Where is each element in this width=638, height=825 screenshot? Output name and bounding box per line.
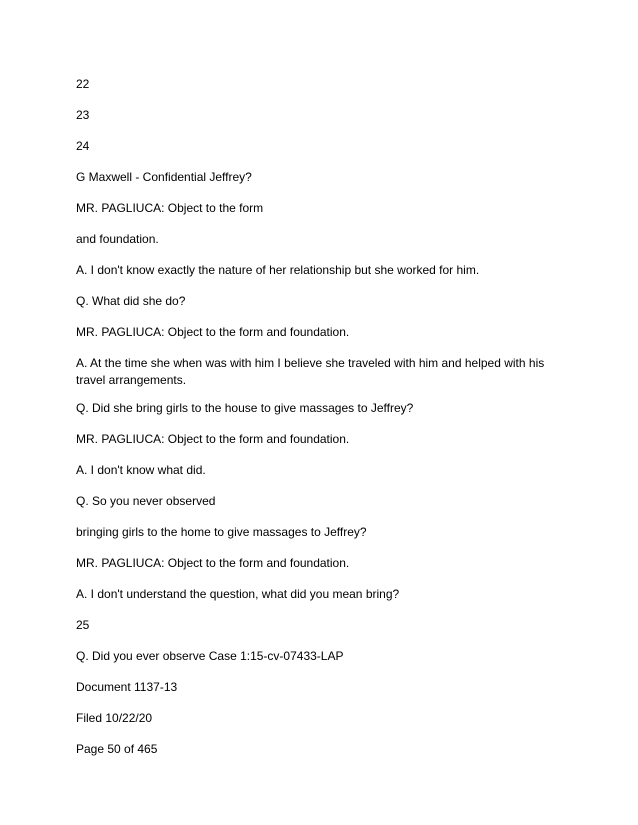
transcript-line: Q. Did you ever observe Case 1:15-cv-07433-LAP: [76, 649, 344, 663]
transcript-line: MR. PAGLIUCA: Object to the form and foundation.: [76, 556, 350, 570]
transcript-line: Q. Did she bring girls to the house to give massages to Jeffrey?: [76, 401, 414, 415]
line-number-23: 23: [76, 108, 90, 122]
transcript-line: Q. What did she do?: [76, 294, 186, 308]
document-number: Document 1137-13: [76, 680, 178, 694]
transcript-line: A. I don't understand the question, what did you mean bring?: [76, 587, 400, 601]
line-number-22: 22: [76, 77, 90, 91]
transcript-line: MR. PAGLIUCA: Object to the form: [76, 201, 264, 215]
transcript-line: A. I don't know what did.: [76, 463, 206, 477]
transcript-line: MR. PAGLIUCA: Object to the form and foundation.: [76, 325, 350, 339]
line-number-24: 24: [76, 139, 90, 153]
filed-date: Filed 10/22/20: [76, 711, 153, 725]
transcript-line: A. I don't know exactly the nature of her relationship but she worked for him.: [76, 263, 480, 277]
transcript-line: Q. So you never observed: [76, 494, 216, 508]
page-number: Page 50 of 465: [76, 742, 158, 756]
transcript-line: and foundation.: [76, 232, 159, 246]
transcript-line: MR. PAGLIUCA: Object to the form and foundation.: [76, 432, 350, 446]
transcript-line: G Maxwell - Confidential Jeffrey?: [76, 170, 252, 184]
line-number-25: 25: [76, 618, 90, 632]
transcript-line: bringing girls to the home to give massages to Jeffrey?: [76, 525, 367, 539]
transcript-line: A. At the time she when was with him I believe she traveled with him and helped with his travel arrangements.: [76, 356, 545, 387]
